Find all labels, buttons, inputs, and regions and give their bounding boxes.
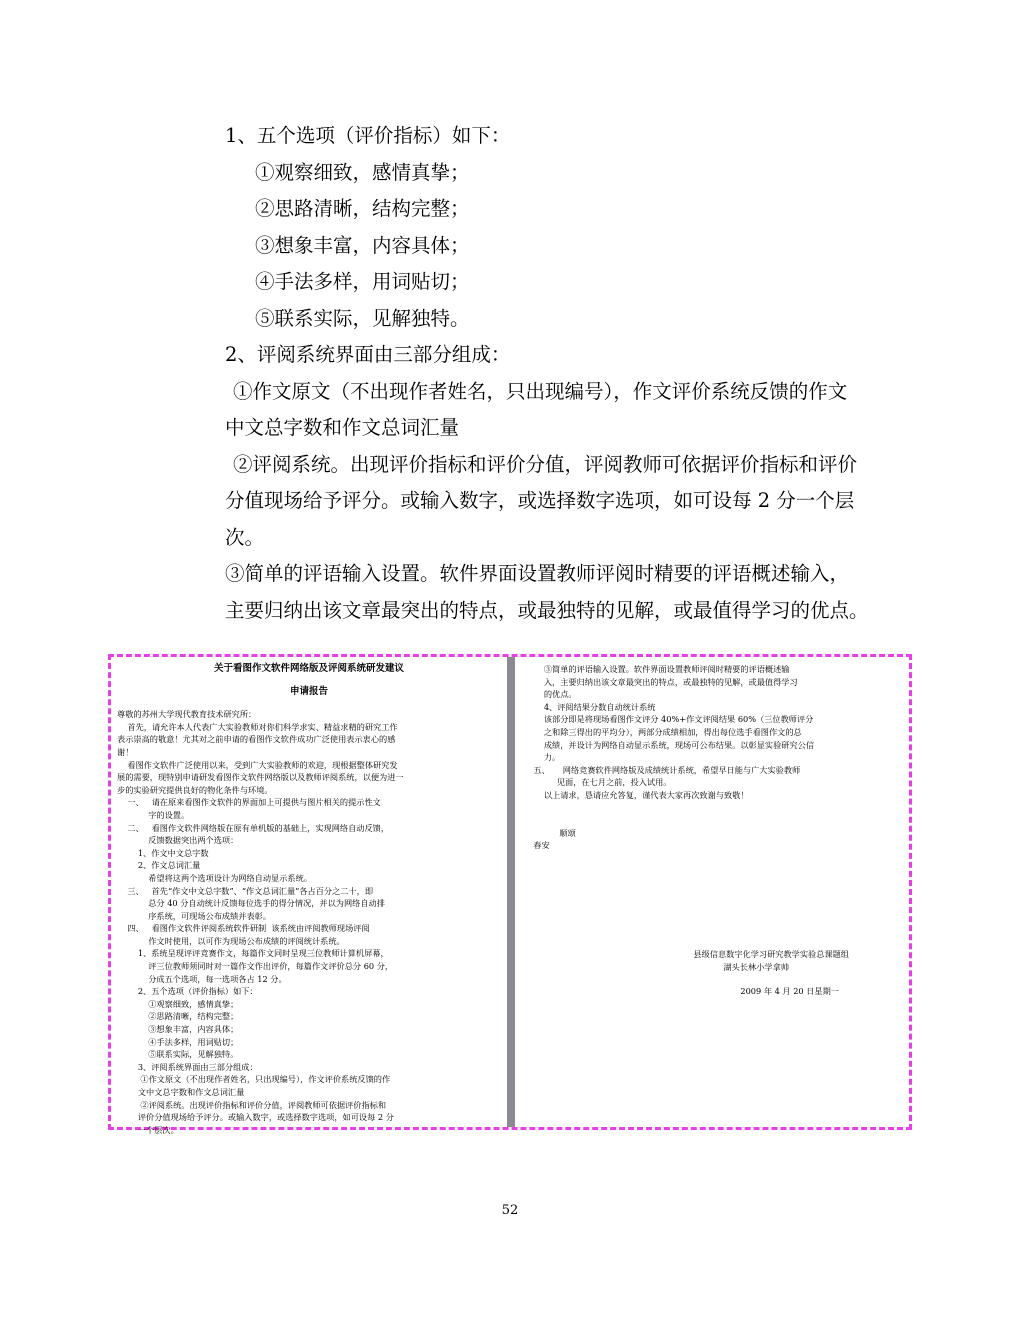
criteria-item-5: ⑤联系实际，见解独特。 <box>255 306 470 330</box>
criteria-item-3: ③想象丰富，内容具体； <box>255 233 470 257</box>
section-heading-1: 1、五个选项（评价指标）如下： <box>225 124 511 147</box>
document-line: 力。 <box>523 752 561 763</box>
paragraph-2-line-3: 次。 <box>225 525 265 549</box>
document-line: 成绩，并设计为网络自动显示系统，现场可公布结果。以彰显实验研究公信 <box>523 739 815 750</box>
document-line: 文中文总字数和作文总词汇量 <box>117 1087 245 1097</box>
embedded-document-figure <box>108 654 912 1135</box>
document-line: ⑤联系实际，见解独特。 <box>117 1049 239 1060</box>
document-line: 展的需要，现特别申请研发看图作文软件网络版以及教师评阅系统，以便为进一 <box>117 772 404 783</box>
signature-name: 湖头长林小学拿帅 <box>723 961 789 972</box>
paragraph-1-line-2: 中文总字数和作文总词汇量 <box>225 416 460 439</box>
document-line: 2、作文总词汇量 <box>117 860 201 871</box>
document-line: 首先，请允许本人代表广大实验教师对你们科学求实、精益求精的研究工作 <box>117 721 398 732</box>
document-line: ③简单的评语输入设置。软件界面设置教师评阅时精要的评语概述输 <box>523 664 790 674</box>
main-text <box>225 118 885 629</box>
report-subtitle: 申请报告 <box>289 685 328 697</box>
document-line: 看图作文软件广泛使用以来，受到广大实验教师的欢迎，现根据整体研究发 <box>117 759 398 770</box>
document-line: 1、系统呈现评评竞赛作文，每篇作文同时呈现三位教师计算机屏幕， <box>117 948 389 959</box>
signature-date: 2009 年 4 月 20 日星期一 <box>740 986 839 997</box>
document-line: 序系统，可现场公布成绩并表彰。 <box>117 910 272 921</box>
document-line <box>523 802 909 815</box>
document-line: 评价分值现场给予评分。或输入数字，或选择数字选项，如可设每 2 分 <box>117 1112 394 1123</box>
document-line: 五、 网络竞赛软件网络版及成绩统计系统，希望早日能与广大实验教师 <box>523 764 801 775</box>
document-line: 四、 看图作文软件评阅系统软件研制 该系统由评阅教师现场评阅 <box>117 923 370 934</box>
criteria-item-2: ②思路清晰，结构完整； <box>255 197 470 220</box>
document-line: 入，主要归纳出该文章最突出的特点，或最独特的见解，或最值得学习 <box>523 676 798 687</box>
document-line: 步的实验研究提供良好的物化条件与环境。 <box>117 784 273 795</box>
criteria-item-1: ①观察细致，感情真挚； <box>255 160 470 184</box>
document-line: 3、评阅系统界面由三部分组成： <box>117 1061 258 1072</box>
document-line: 字的设置。 <box>117 809 190 820</box>
document-line: 该部分即是将现场看图作文评分 40%+作文评阅结果 60%（三位教师评分 <box>523 714 814 725</box>
document-line: 顺颂 <box>523 827 576 838</box>
document-line: 反馈数据突出两个选项： <box>117 835 239 846</box>
document-line: 一个层次。 <box>117 1124 179 1135</box>
right-page-body <box>523 663 909 852</box>
document-line: 表示崇高的敬意！尤其对之前申请的看图作文软件成功广泛使用表示衷心的感 <box>117 734 396 745</box>
document-line: 1、作文中文总字数 <box>117 847 209 858</box>
right-document-page <box>523 663 909 998</box>
document-line: 尊敬的苏州大学现代教育技术研究所： <box>117 709 257 720</box>
document-line: 三、 首先“作文中文总字数”、“作文总词汇量”各占百分之二十，即 <box>117 885 374 896</box>
document-line: ①作文原文（不出现作者姓名，只出现编号），作文评价系统反馈的作 <box>117 1074 391 1085</box>
paragraph-2-line-2: 分值现场给予评分。或输入数字，或选择数字选项，如可设每 2 分一个层 <box>225 489 855 512</box>
document-line: 以上请求，恳请应允答复，谨代表大家再次致谢与致敬！ <box>523 789 749 800</box>
paragraph-1-line-1: ①作文原文（不出现作者姓名，只出现编号），作文评价系统反馈的作文 <box>233 379 848 403</box>
document-line: 分成五个选项，每一选项各占 12 分。 <box>117 973 287 984</box>
document-line: 一、 请在原来看图作文软件的界面加上可提供与图片相关的提示性文 <box>117 797 381 808</box>
document-line: 总分 40 分自动统计反馈每位选手的得分情况，并以为网络自动排 <box>117 898 385 909</box>
document-line: 谢！ <box>117 746 134 757</box>
left-document-page <box>117 663 501 1136</box>
document-line: ①观察细致，感情真挚； <box>117 998 239 1009</box>
document-line: ②评阅系统。出现评价指标和评价分值，评阅教师可依据评价指标和 <box>117 1099 387 1110</box>
criteria-item-4: ④手法多样，用词贴切； <box>255 270 470 293</box>
page-divider <box>507 657 515 1127</box>
page-number: 52 <box>501 1203 519 1218</box>
document-line: 评三位教师须同时对一篇作文作出评价，每篇作文评价总分 60 分， <box>117 961 394 972</box>
document-line <box>523 814 909 827</box>
paragraph-3-line-1: ③简单的评语输入设置。软件界面设置教师评阅时精要的评语概述输入， <box>225 562 850 585</box>
report-title: 关于看图作文软件网络版及评阅系统研发建议 <box>213 663 404 674</box>
paragraph-3-line-2: 主要归纳出该文章最突出的特点，或最独特的见解，或最值得学习的优点。 <box>225 598 869 622</box>
document-line: ④手法多样，用词贴切； <box>117 1036 239 1047</box>
document-line: 之和除三得出的平均分），两部分成绩相加，得出每位选手看图作文的总 <box>523 726 802 737</box>
document-line: 见面，在七月之前，投入试用。 <box>523 777 672 788</box>
document-line: 作文时使用，以可作为现场公布成绩的评阅统计系统。 <box>117 935 345 946</box>
left-page-body <box>117 708 501 1136</box>
document-line: ②思路清晰，结构完整； <box>117 1011 239 1022</box>
paragraph-2-line-1: ②评阅系统。出现评价指标和评价分值，评阅教师可依据评价指标和评价 <box>233 452 858 476</box>
document-line: 4、评阅结果分数自动统计系统 <box>523 701 656 712</box>
section-heading-2: 2、评阅系统界面由三部分组成： <box>225 343 511 366</box>
document-line: 的优点。 <box>523 689 577 700</box>
document-line: 二、 看图作文软件网络版在原有单机版的基础上，实现网络自动反馈， <box>117 822 390 833</box>
signature-org: 县级信息数字化学习研究教学实验总课题组 <box>693 948 849 959</box>
document-line: 2、五个选项（评价指标）如下： <box>117 986 258 997</box>
document-line: 希望将这两个选项设计为网络自动显示系统。 <box>117 872 312 883</box>
document-line: ③想象丰富，内容具体； <box>117 1024 239 1035</box>
document-line: 春安 <box>523 840 550 851</box>
